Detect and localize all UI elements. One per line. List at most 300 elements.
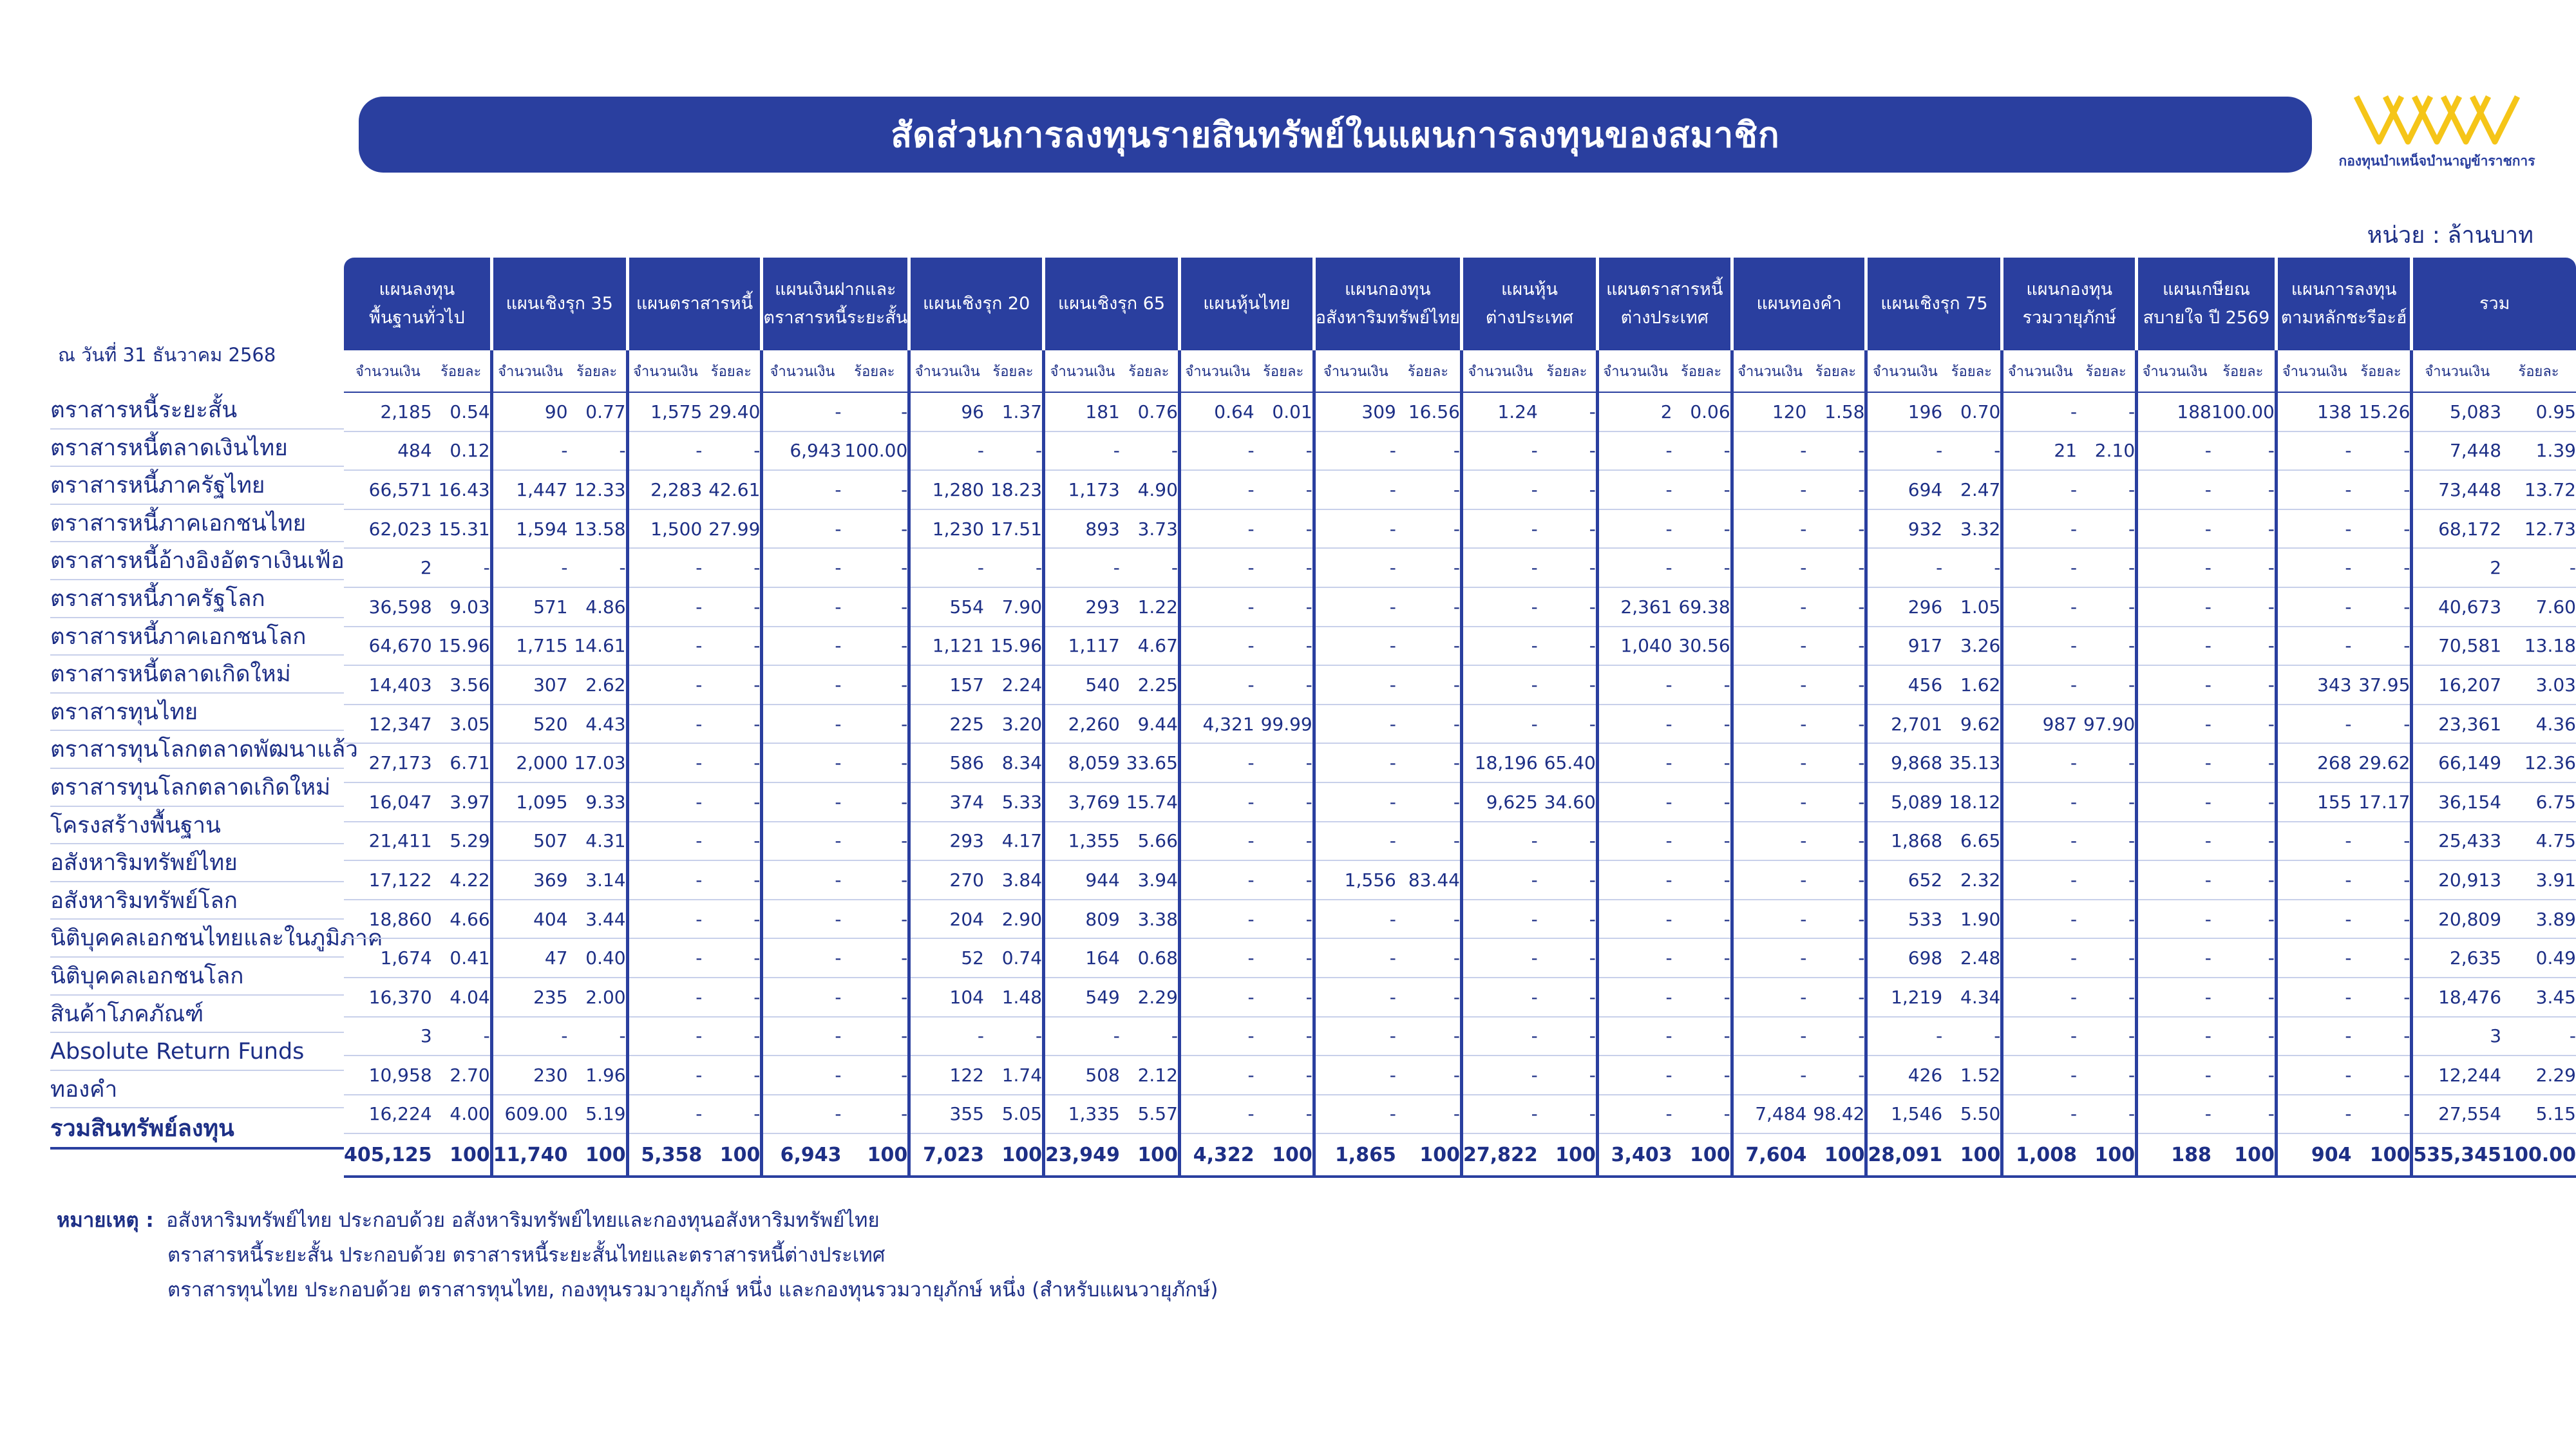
percent-cell: - (1120, 548, 1180, 587)
percent-cell: - (1806, 1056, 1866, 1095)
percent-cell: - (1538, 938, 1598, 978)
percent-cell: - (842, 392, 909, 431)
percent-cell: - (2077, 938, 2137, 978)
percent-cell: 100 (1396, 1133, 1462, 1177)
percent-cell: - (702, 431, 762, 471)
percent-cell: 3.32 (1942, 509, 2002, 549)
percent-cell: - (1806, 587, 1866, 627)
amount-cell: 9,625 (1462, 782, 1538, 822)
page-title: สัดส่วนการลงทุนรายสินทรัพย์ในแผนการลงทุนของสมาชิก (359, 97, 2312, 173)
percent-cell: - (2077, 822, 2137, 861)
percent-cell: 12.73 (2501, 509, 2576, 549)
percent-cell: 2.10 (2077, 431, 2137, 471)
total-row (344, 1133, 2576, 1177)
amount-cell: 484 (344, 431, 432, 471)
amount-cell: 188 (2137, 1133, 2211, 1177)
total-row-label: รวมสินทรัพย์ลงทุน (50, 1108, 344, 1150)
percent-cell: - (1806, 431, 1866, 471)
note-line: อสังหาริมทรัพย์ไทย ประกอบด้วย อสังหาริมทรัพย์ไทยและกองทุนอสังหาริมทรัพย์ไทย (166, 1209, 880, 1232)
amount-cell: 4,321 (1179, 705, 1254, 744)
percent-cell: 16.43 (432, 470, 492, 509)
plan-header (2002, 258, 2137, 350)
percent-cell: - (1538, 705, 1598, 744)
amount-cell: - (1866, 431, 1942, 471)
percent-cell: - (1806, 782, 1866, 822)
row-label: สินค้าโภคภัณฑ์ (50, 996, 344, 1034)
amount-cell: 10,958 (344, 1056, 432, 1095)
amount-cell: 1,173 (1044, 470, 1120, 509)
amount-cell: 369 (491, 860, 567, 900)
unit-label: หน่วย : ล้านบาท (2367, 222, 2533, 249)
amount-cell: - (2137, 431, 2211, 471)
percent-cell: - (2077, 509, 2137, 549)
amount-cell: - (1732, 938, 1806, 978)
amount-cell: - (1314, 509, 1396, 549)
amount-cell: 508 (1044, 1056, 1120, 1095)
amount-cell: - (1732, 822, 1806, 861)
percent-cell: 4.67 (1120, 627, 1180, 666)
amount-cell: 62,023 (344, 509, 432, 549)
percent-cell: - (2352, 1056, 2412, 1095)
percent-cell: - (1538, 665, 1598, 705)
percent-cell: 1.58 (1806, 392, 1866, 431)
row-label: โครงสร้างพื้นฐาน (50, 807, 344, 845)
percent-cell: - (842, 978, 909, 1017)
percent-cell: 0.76 (1120, 392, 1180, 431)
percent-cell: 2.70 (432, 1056, 492, 1095)
amount-cell: 586 (909, 743, 984, 782)
percent-cell: 14.61 (568, 627, 628, 666)
percent-subheader: ร้อยละ (1120, 350, 1180, 392)
percent-cell: 16.56 (1396, 392, 1462, 431)
percent-cell: - (1538, 900, 1598, 939)
amount-subheader: จำนวนเงิน (1044, 350, 1120, 392)
footnotes (57, 1203, 1218, 1307)
amount-cell: - (2276, 470, 2351, 509)
amount-cell: - (627, 587, 702, 627)
percent-cell: 3.91 (2501, 860, 2576, 900)
amount-cell: 120 (1732, 392, 1806, 431)
percent-cell: - (1396, 431, 1462, 471)
amount-cell: 12,244 (2412, 1056, 2501, 1095)
percent-cell: 2.29 (1120, 978, 1180, 1017)
amount-cell: - (1462, 978, 1538, 1017)
percent-subheader: ร้อยละ (2211, 350, 2276, 392)
percent-cell: 17.51 (984, 509, 1044, 549)
amount-cell: - (762, 822, 842, 861)
percent-cell: - (2077, 860, 2137, 900)
percent-cell: - (1396, 1095, 1462, 1134)
amount-cell: - (1462, 587, 1538, 627)
amount-cell: - (2002, 978, 2077, 1017)
amount-subheader: จำนวนเงิน (1597, 350, 1672, 392)
percent-cell: - (2211, 470, 2276, 509)
amount-cell: 36,598 (344, 587, 432, 627)
plan-header (1179, 258, 1314, 350)
amount-cell: - (2002, 1056, 2077, 1095)
amount-cell: - (491, 548, 567, 587)
percent-cell: - (1255, 1056, 1314, 1095)
percent-cell: 37.95 (2352, 665, 2412, 705)
plan-header (1597, 258, 1732, 350)
percent-cell: - (842, 470, 909, 509)
table-row (344, 431, 2576, 471)
amount-cell: - (2137, 587, 2211, 627)
percent-cell: 4.31 (568, 822, 628, 861)
amount-cell: - (1462, 822, 1538, 861)
row-label: ทองคำ (50, 1071, 344, 1109)
percent-cell: - (2077, 1017, 2137, 1056)
logo-text: กองทุนบำเหน็จบำนาญข้าราชการ (2338, 153, 2535, 169)
amount-cell: 3 (2412, 1017, 2501, 1056)
percent-cell: 2.00 (568, 978, 628, 1017)
percent-cell: 13.18 (2501, 627, 2576, 666)
percent-cell: - (2211, 782, 2276, 822)
percent-cell: - (1806, 470, 1866, 509)
amount-cell: - (627, 627, 702, 666)
amount-cell: 3 (344, 1017, 432, 1056)
percent-cell: - (2352, 900, 2412, 939)
plan-header-line2: รวมวายุภักษ์ (2022, 308, 2117, 328)
percent-cell: - (1672, 900, 1732, 939)
amount-cell: - (2137, 509, 2211, 549)
percent-cell: - (568, 548, 628, 587)
percent-cell: - (842, 509, 909, 549)
percent-cell: 17.17 (2352, 782, 2412, 822)
percent-cell: 13.72 (2501, 470, 2576, 509)
amount-cell: 138 (2276, 392, 2351, 431)
percent-cell: 0.49 (2501, 938, 2576, 978)
percent-cell: 1.52 (1942, 1056, 2002, 1095)
percent-cell: 6.65 (1942, 822, 2002, 861)
percent-cell: 12.33 (568, 470, 628, 509)
percent-cell: - (2077, 470, 2137, 509)
amount-cell: - (1314, 705, 1396, 744)
amount-cell: 6,943 (762, 431, 842, 471)
gpf-logo-icon (2353, 90, 2521, 148)
percent-cell: 100 (1942, 1133, 2002, 1177)
percent-cell: - (1255, 509, 1314, 549)
amount-cell: 1,219 (1866, 978, 1942, 1017)
amount-cell: - (2002, 743, 2077, 782)
plan-header-line1: แผนการลงทุน (2291, 279, 2397, 299)
plan-header (2276, 258, 2412, 350)
percent-cell: - (1672, 431, 1732, 471)
amount-cell: 987 (2002, 705, 2077, 744)
percent-cell: - (2352, 431, 2412, 471)
amount-cell: 533 (1866, 900, 1942, 939)
amount-cell: - (627, 743, 702, 782)
row-label: ตราสารหนี้ภาครัฐไทย (50, 467, 344, 505)
amount-cell: 7,023 (909, 1133, 984, 1177)
amount-cell: 12,347 (344, 705, 432, 744)
percent-cell: - (1396, 938, 1462, 978)
plan-header-line1: แผนเชิงรุก 75 (1880, 294, 1988, 314)
amount-cell: - (2276, 587, 2351, 627)
percent-cell: - (1396, 782, 1462, 822)
percent-cell: 4.34 (1942, 978, 2002, 1017)
amount-cell: - (2002, 470, 2077, 509)
amount-cell: - (1179, 860, 1254, 900)
amount-cell: - (2002, 938, 2077, 978)
amount-cell: - (1044, 431, 1120, 471)
percent-cell: - (1255, 938, 1314, 978)
table-row (344, 1017, 2576, 1056)
percent-cell: 9.44 (1120, 705, 1180, 744)
percent-cell: 5.50 (1942, 1095, 2002, 1134)
percent-subheader: ร้อยละ (1806, 350, 1866, 392)
amount-cell: - (1179, 743, 1254, 782)
amount-cell: - (627, 705, 702, 744)
amount-cell: 652 (1866, 860, 1942, 900)
amount-subheader: จำนวนเงิน (1179, 350, 1254, 392)
percent-cell: - (1538, 548, 1598, 587)
amount-cell: 1,594 (491, 509, 567, 549)
plan-header-line2: สบายใจ ปี 2569 (2143, 308, 2270, 328)
amount-cell: - (2002, 1095, 2077, 1134)
percent-cell: 9.03 (432, 587, 492, 627)
amount-cell: - (2002, 548, 2077, 587)
amount-cell: - (1597, 938, 1672, 978)
percent-cell: - (702, 860, 762, 900)
percent-cell: 12.36 (2501, 743, 2576, 782)
row-label: ตราสารทุนโลกตลาดเกิดใหม่ (50, 769, 344, 807)
amount-cell: 181 (1044, 392, 1120, 431)
percent-cell: - (568, 431, 628, 471)
amount-cell: 18,196 (1462, 743, 1538, 782)
percent-subheader: ร้อยละ (2501, 350, 2576, 392)
percent-cell: 3.84 (984, 860, 1044, 900)
percent-cell: - (1255, 627, 1314, 666)
percent-cell: - (1396, 822, 1462, 861)
percent-cell: 100 (1120, 1133, 1180, 1177)
amount-cell: - (1462, 1095, 1538, 1134)
percent-cell: - (1396, 705, 1462, 744)
plan-header-line2: ตามหลักชะรีอะฮ์ (2280, 308, 2407, 328)
notes-label: หมายเหตุ : (57, 1209, 154, 1232)
percent-cell: 0.41 (432, 938, 492, 978)
amount-cell: - (2002, 900, 2077, 939)
amount-cell: - (1462, 627, 1538, 666)
percent-cell: - (842, 627, 909, 666)
amount-cell: - (762, 392, 842, 431)
percent-cell: - (702, 627, 762, 666)
amount-cell: 27,554 (2412, 1095, 2501, 1134)
percent-cell: - (2211, 900, 2276, 939)
plan-header-line1: แผนเชิงรุก 35 (506, 294, 613, 314)
amount-cell: 47 (491, 938, 567, 978)
percent-cell: - (2077, 978, 2137, 1017)
amount-cell: - (2276, 1095, 2351, 1134)
percent-cell: 9.62 (1942, 705, 2002, 744)
percent-cell: 98.42 (1806, 1095, 1866, 1134)
percent-cell: - (2211, 665, 2276, 705)
amount-cell: - (762, 1017, 842, 1056)
amount-cell: - (1179, 900, 1254, 939)
percent-cell: - (842, 782, 909, 822)
percent-cell: 3.73 (1120, 509, 1180, 549)
plan-header (1314, 258, 1461, 350)
percent-cell: - (1538, 587, 1598, 627)
percent-cell: - (2211, 431, 2276, 471)
plan-header (2412, 258, 2576, 350)
amount-cell: - (1462, 509, 1538, 549)
percent-cell: 0.74 (984, 938, 1044, 978)
allocation-table (344, 258, 2576, 1178)
amount-cell: 374 (909, 782, 984, 822)
percent-cell: - (1672, 705, 1732, 744)
amount-cell: - (762, 1056, 842, 1095)
percent-cell: - (1806, 938, 1866, 978)
percent-cell: - (842, 1095, 909, 1134)
amount-cell: - (2137, 938, 2211, 978)
percent-cell: 3.38 (1120, 900, 1180, 939)
percent-cell: - (2077, 587, 2137, 627)
percent-cell: - (1806, 627, 1866, 666)
percent-cell: 15.96 (432, 627, 492, 666)
plan-header-line1: แผนเชิงรุก 20 (923, 294, 1030, 314)
amount-cell: - (1179, 1017, 1254, 1056)
percent-cell: - (702, 1017, 762, 1056)
percent-cell: - (1538, 392, 1598, 431)
percent-subheader: ร้อยละ (1672, 350, 1732, 392)
plan-header (1732, 258, 1866, 350)
amount-cell: - (2276, 509, 2351, 549)
percent-cell: - (1672, 665, 1732, 705)
amount-cell: - (1179, 665, 1254, 705)
amount-cell: - (2002, 860, 2077, 900)
amount-cell: - (1732, 548, 1806, 587)
percent-cell: - (842, 900, 909, 939)
percent-cell: - (1538, 1095, 1598, 1134)
amount-cell: - (1597, 431, 1672, 471)
percent-cell: 3.26 (1942, 627, 2002, 666)
amount-cell: - (2276, 431, 2351, 471)
amount-cell: - (1179, 470, 1254, 509)
amount-cell: - (1314, 938, 1396, 978)
amount-cell: 1,355 (1044, 822, 1120, 861)
percent-cell: - (1806, 978, 1866, 1017)
row-label: ตราสารหนี้ตลาดเงินไทย (50, 430, 344, 468)
percent-cell: 29.62 (2352, 743, 2412, 782)
percent-cell: 30.56 (1672, 627, 1732, 666)
amount-cell: 405,125 (344, 1133, 432, 1177)
percent-cell: - (2211, 627, 2276, 666)
amount-cell: - (1462, 1056, 1538, 1095)
amount-cell: - (762, 860, 842, 900)
percent-cell: - (1672, 822, 1732, 861)
plan-header-line2: ต่างประเทศ (1620, 308, 1709, 328)
percent-cell: 2.24 (984, 665, 1044, 705)
percent-cell: - (1396, 587, 1462, 627)
amount-cell: - (627, 665, 702, 705)
percent-cell: 65.40 (1538, 743, 1598, 782)
amount-subheader: จำนวนเงิน (344, 350, 432, 392)
row-label: ตราสารหนี้ระยะสั้น (50, 392, 344, 430)
percent-cell: - (1672, 1056, 1732, 1095)
amount-cell: 355 (909, 1095, 984, 1134)
percent-cell: - (2211, 509, 2276, 549)
percent-cell: - (2352, 705, 2412, 744)
percent-cell: - (2352, 548, 2412, 587)
amount-cell: 2,635 (2412, 938, 2501, 978)
amount-cell: 3,769 (1044, 782, 1120, 822)
amount-cell: - (1597, 1056, 1672, 1095)
amount-cell: 1,715 (491, 627, 567, 666)
percent-subheader: ร้อยละ (842, 350, 909, 392)
amount-subheader: จำนวนเงิน (491, 350, 567, 392)
percent-cell: - (1538, 509, 1598, 549)
amount-cell: 307 (491, 665, 567, 705)
percent-cell: 100.00 (2501, 1133, 2576, 1177)
percent-cell: - (2352, 587, 2412, 627)
percent-cell: 0.70 (1942, 392, 2002, 431)
table-row (344, 938, 2576, 978)
percent-cell: 100 (984, 1133, 1044, 1177)
table-row (344, 900, 2576, 939)
percent-cell: - (1396, 665, 1462, 705)
amount-cell: - (627, 938, 702, 978)
amount-cell: - (2137, 743, 2211, 782)
amount-cell: - (1314, 900, 1396, 939)
amount-cell: 0.64 (1179, 392, 1254, 431)
amount-cell: 2,361 (1597, 587, 1672, 627)
row-label: ตราสารหนี้ภาคเอกชนไทย (50, 505, 344, 543)
percent-cell: - (702, 548, 762, 587)
amount-cell: 296 (1866, 587, 1942, 627)
amount-cell: 18,476 (2412, 978, 2501, 1017)
row-label: ตราสารหนี้ภาครัฐโลก (50, 580, 344, 618)
amount-cell: 2,260 (1044, 705, 1120, 744)
percent-cell: - (2077, 665, 2137, 705)
amount-cell: - (1597, 1095, 1672, 1134)
table-row (344, 665, 2576, 705)
plan-header-line1: แผนหุ้นไทย (1203, 294, 1291, 314)
amount-cell: - (1597, 978, 1672, 1017)
amount-cell: - (1179, 782, 1254, 822)
percent-cell: - (1396, 509, 1462, 549)
sub-header-row (344, 350, 2576, 392)
amount-cell: - (627, 1095, 702, 1134)
plan-header-line2: พื้นฐานทั่วไป (369, 308, 465, 328)
amount-cell: - (2137, 860, 2211, 900)
percent-cell: - (1396, 627, 1462, 666)
percent-cell: 29.40 (702, 392, 762, 431)
percent-cell: - (1255, 978, 1314, 1017)
percent-cell: - (702, 665, 762, 705)
amount-cell: - (627, 431, 702, 471)
table-row (344, 860, 2576, 900)
amount-cell: - (1462, 705, 1538, 744)
percent-cell: - (1255, 1017, 1314, 1056)
amount-cell: 6,943 (762, 1133, 842, 1177)
percent-cell: 1.62 (1942, 665, 2002, 705)
amount-cell: 157 (909, 665, 984, 705)
percent-cell: 6.75 (2501, 782, 2576, 822)
percent-cell: - (1806, 1017, 1866, 1056)
amount-cell: - (1462, 1017, 1538, 1056)
amount-cell: - (1462, 470, 1538, 509)
percent-cell: - (702, 1095, 762, 1134)
table-row (344, 627, 2576, 666)
percent-cell: - (1255, 860, 1314, 900)
amount-cell: 90 (491, 392, 567, 431)
percent-cell: - (842, 822, 909, 861)
percent-cell: - (1806, 900, 1866, 939)
amount-cell: - (2002, 587, 2077, 627)
percent-cell: - (1255, 470, 1314, 509)
percent-cell: 100 (1672, 1133, 1732, 1177)
